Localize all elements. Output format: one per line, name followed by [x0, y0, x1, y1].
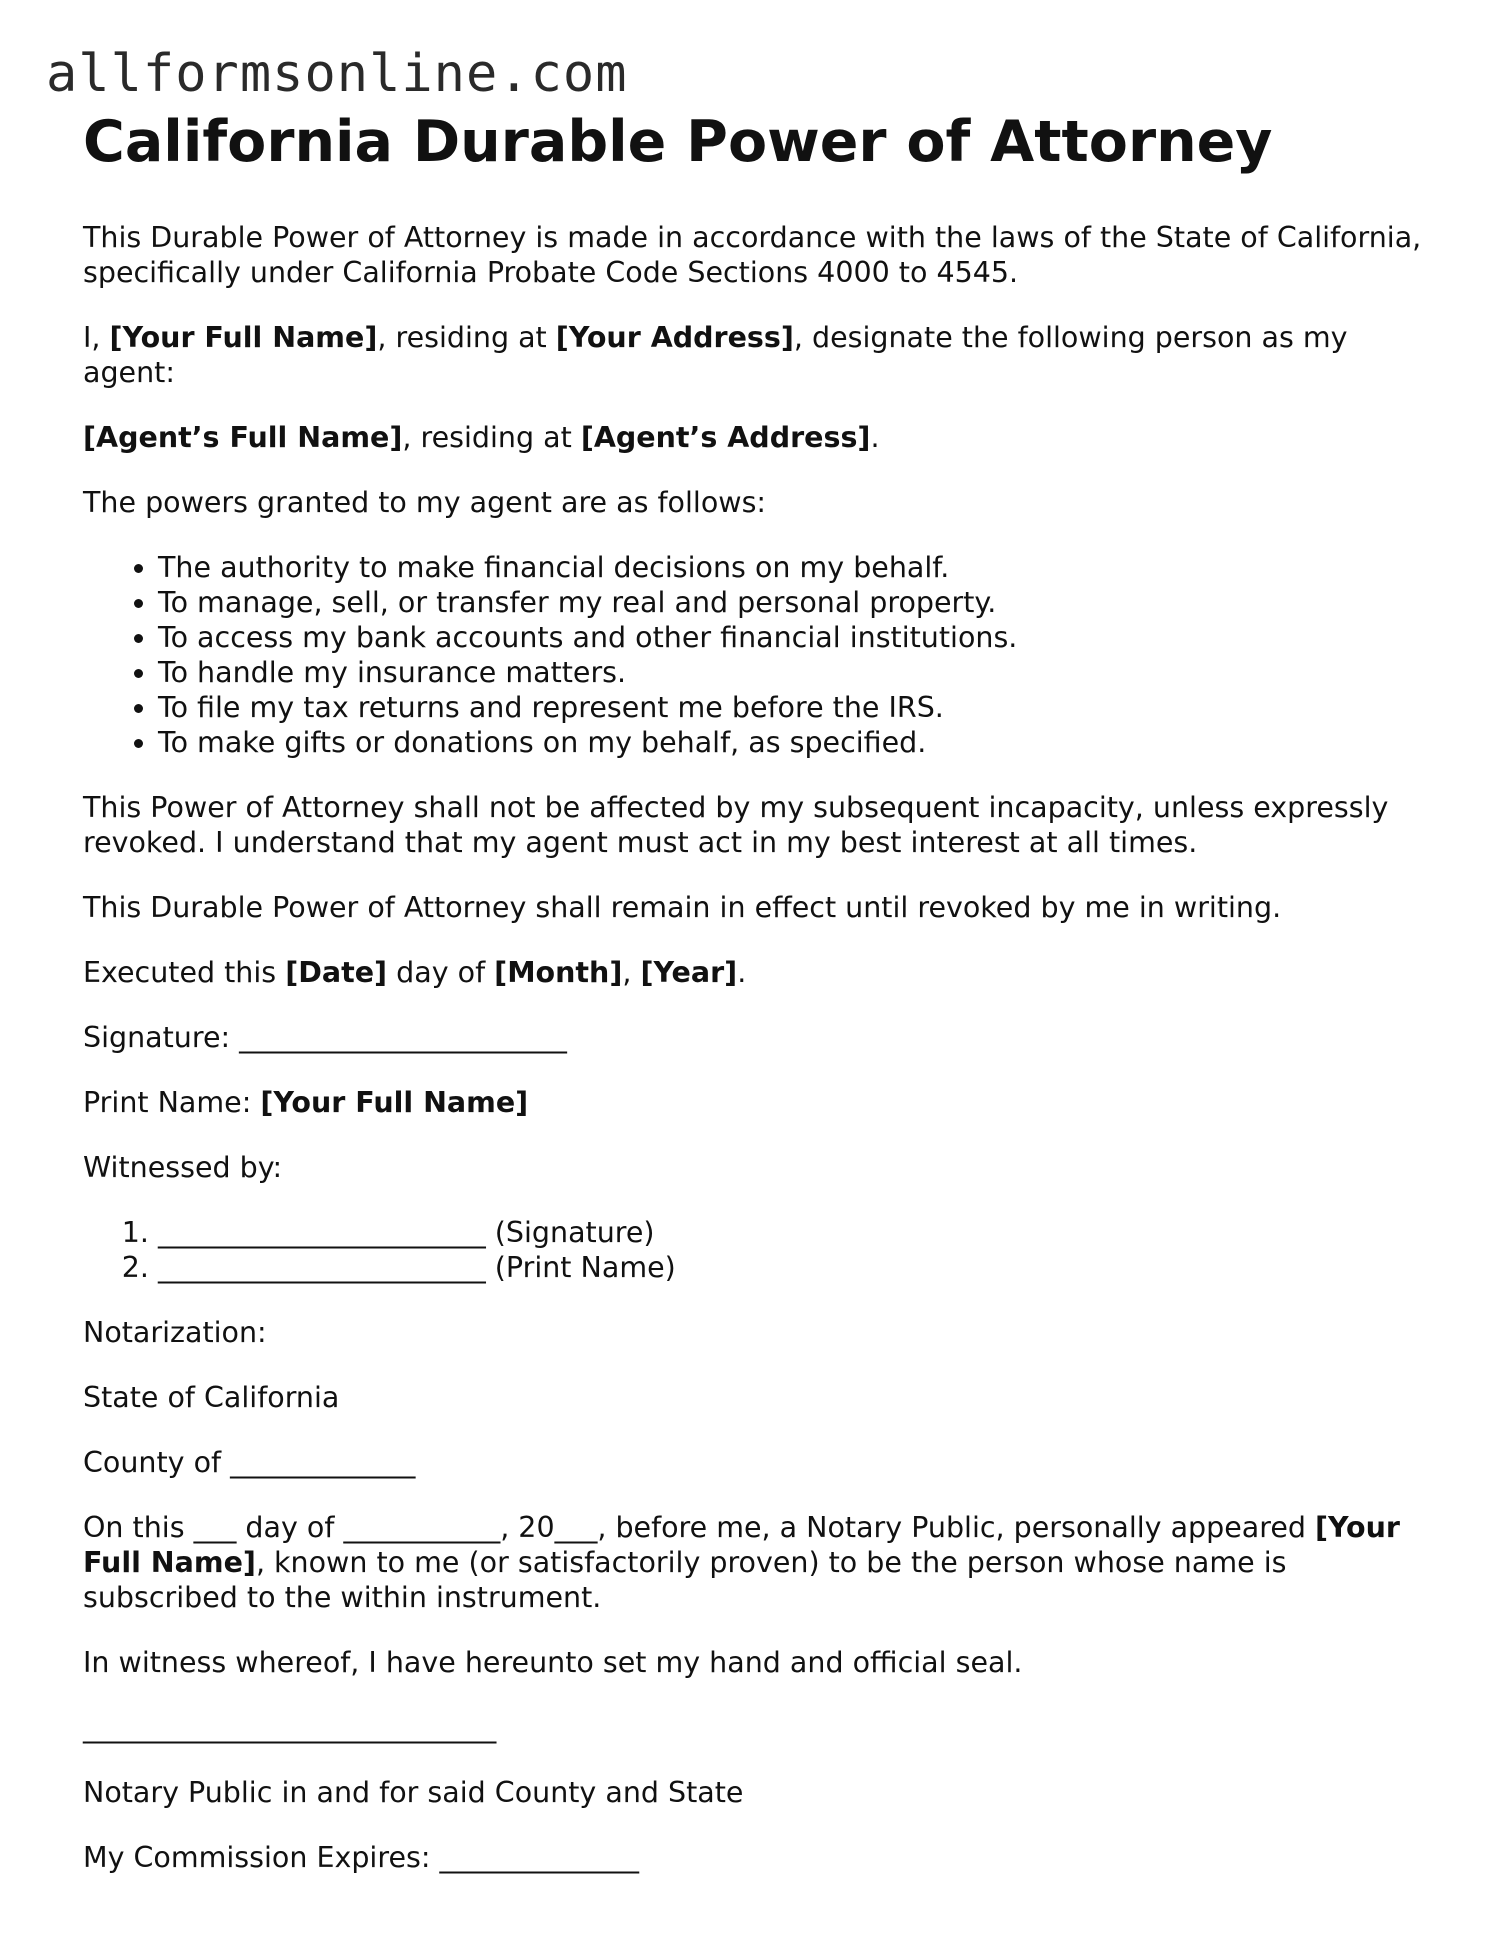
list-item: • To manage, sell, or transfer my real and personal property.	[158, 585, 1443, 620]
agent-address-placeholder: [Agent’s Address]	[580, 421, 871, 454]
list-item: 2. _______________________ (Print Name)	[158, 1250, 1443, 1285]
list-item: • To handle my insurance matters.	[158, 655, 1443, 690]
witness-whereof: In witness whereof, I have hereunto set my hand and official seal.	[83, 1646, 1023, 1679]
notary-name-placeholder: [Your Full Name]	[83, 1511, 1400, 1579]
watermark: allformsonline.com	[46, 44, 628, 104]
agent-name-placeholder: [Agent’s Full Name]	[83, 421, 403, 454]
document	[83, 104, 1443, 1905]
commission-expires: My Commission Expires: ______________	[83, 1841, 639, 1874]
notarization-heading: Notarization:	[83, 1316, 267, 1349]
powers-intro: The powers granted to my agent are as follows:	[83, 486, 767, 519]
list-item: • To access my bank accounts and other financial institutions.	[158, 620, 1443, 655]
list-item: • To make gifts or donations on my behalf, as specified.	[158, 725, 1443, 760]
intro-paragraph: This Durable Power of Attorney is made in accordance with the laws of the State of California, specifically under California Probate Code Sections 4000 to 4545.	[83, 221, 1422, 289]
notary-statement: On this ___ day of ___________, 20___, before me, a Notary Public, personally appeared [Your Full Name], known to me (or satisfactorily proven) to be the person whose name is subscribed to the within instrument.	[83, 1511, 1400, 1614]
month-placeholder: [Month]	[494, 956, 623, 989]
page-title: California Durable Power of Attorney	[83, 109, 1273, 175]
notary-county: County of _____________	[83, 1446, 416, 1479]
powers-list	[83, 550, 1443, 760]
list-item: • The authority to make financial decisions on my behalf.	[158, 550, 1443, 585]
notary-signature-line: _____________________________	[83, 1711, 497, 1744]
effect-paragraph: This Durable Power of Attorney shall remain in effect until revoked by me in writing.	[83, 891, 1282, 924]
year-placeholder: [Year]	[640, 956, 738, 989]
list-item: • To file my tax returns and represent me before the IRS.	[158, 690, 1443, 725]
date-placeholder: [Date]	[285, 956, 388, 989]
notary-state: State of California	[83, 1381, 340, 1414]
principal-paragraph: I, [Your Full Name], residing at [Your Address], designate the following person as my agent:	[83, 321, 1348, 389]
print-name-placeholder: [Your Full Name]	[260, 1086, 529, 1119]
durability-paragraph: This Power of Attorney shall not be affected by my subsequent incapacity, unless expressly revoked. I understand that my agent must act in my best interest at all times.	[83, 791, 1389, 859]
agent-paragraph: [Agent’s Full Name], residing at [Agent’s Address].	[83, 421, 880, 454]
executed-paragraph: Executed this [Date] day of [Month], [Year].	[83, 956, 747, 989]
notary-public-label: Notary Public in and for said County and State	[83, 1776, 744, 1809]
list-item: 1. _______________________ (Signature)	[158, 1215, 1443, 1250]
witnessed-by-label: Witnessed by:	[83, 1151, 283, 1184]
witness-list	[83, 1215, 1443, 1285]
principal-address-placeholder: [Your Address]	[555, 321, 794, 354]
print-name-line: Print Name: [Your Full Name]	[83, 1086, 529, 1119]
signature-line: Signature: _______________________	[83, 1021, 567, 1054]
principal-name-placeholder: [Your Full Name]	[109, 321, 378, 354]
